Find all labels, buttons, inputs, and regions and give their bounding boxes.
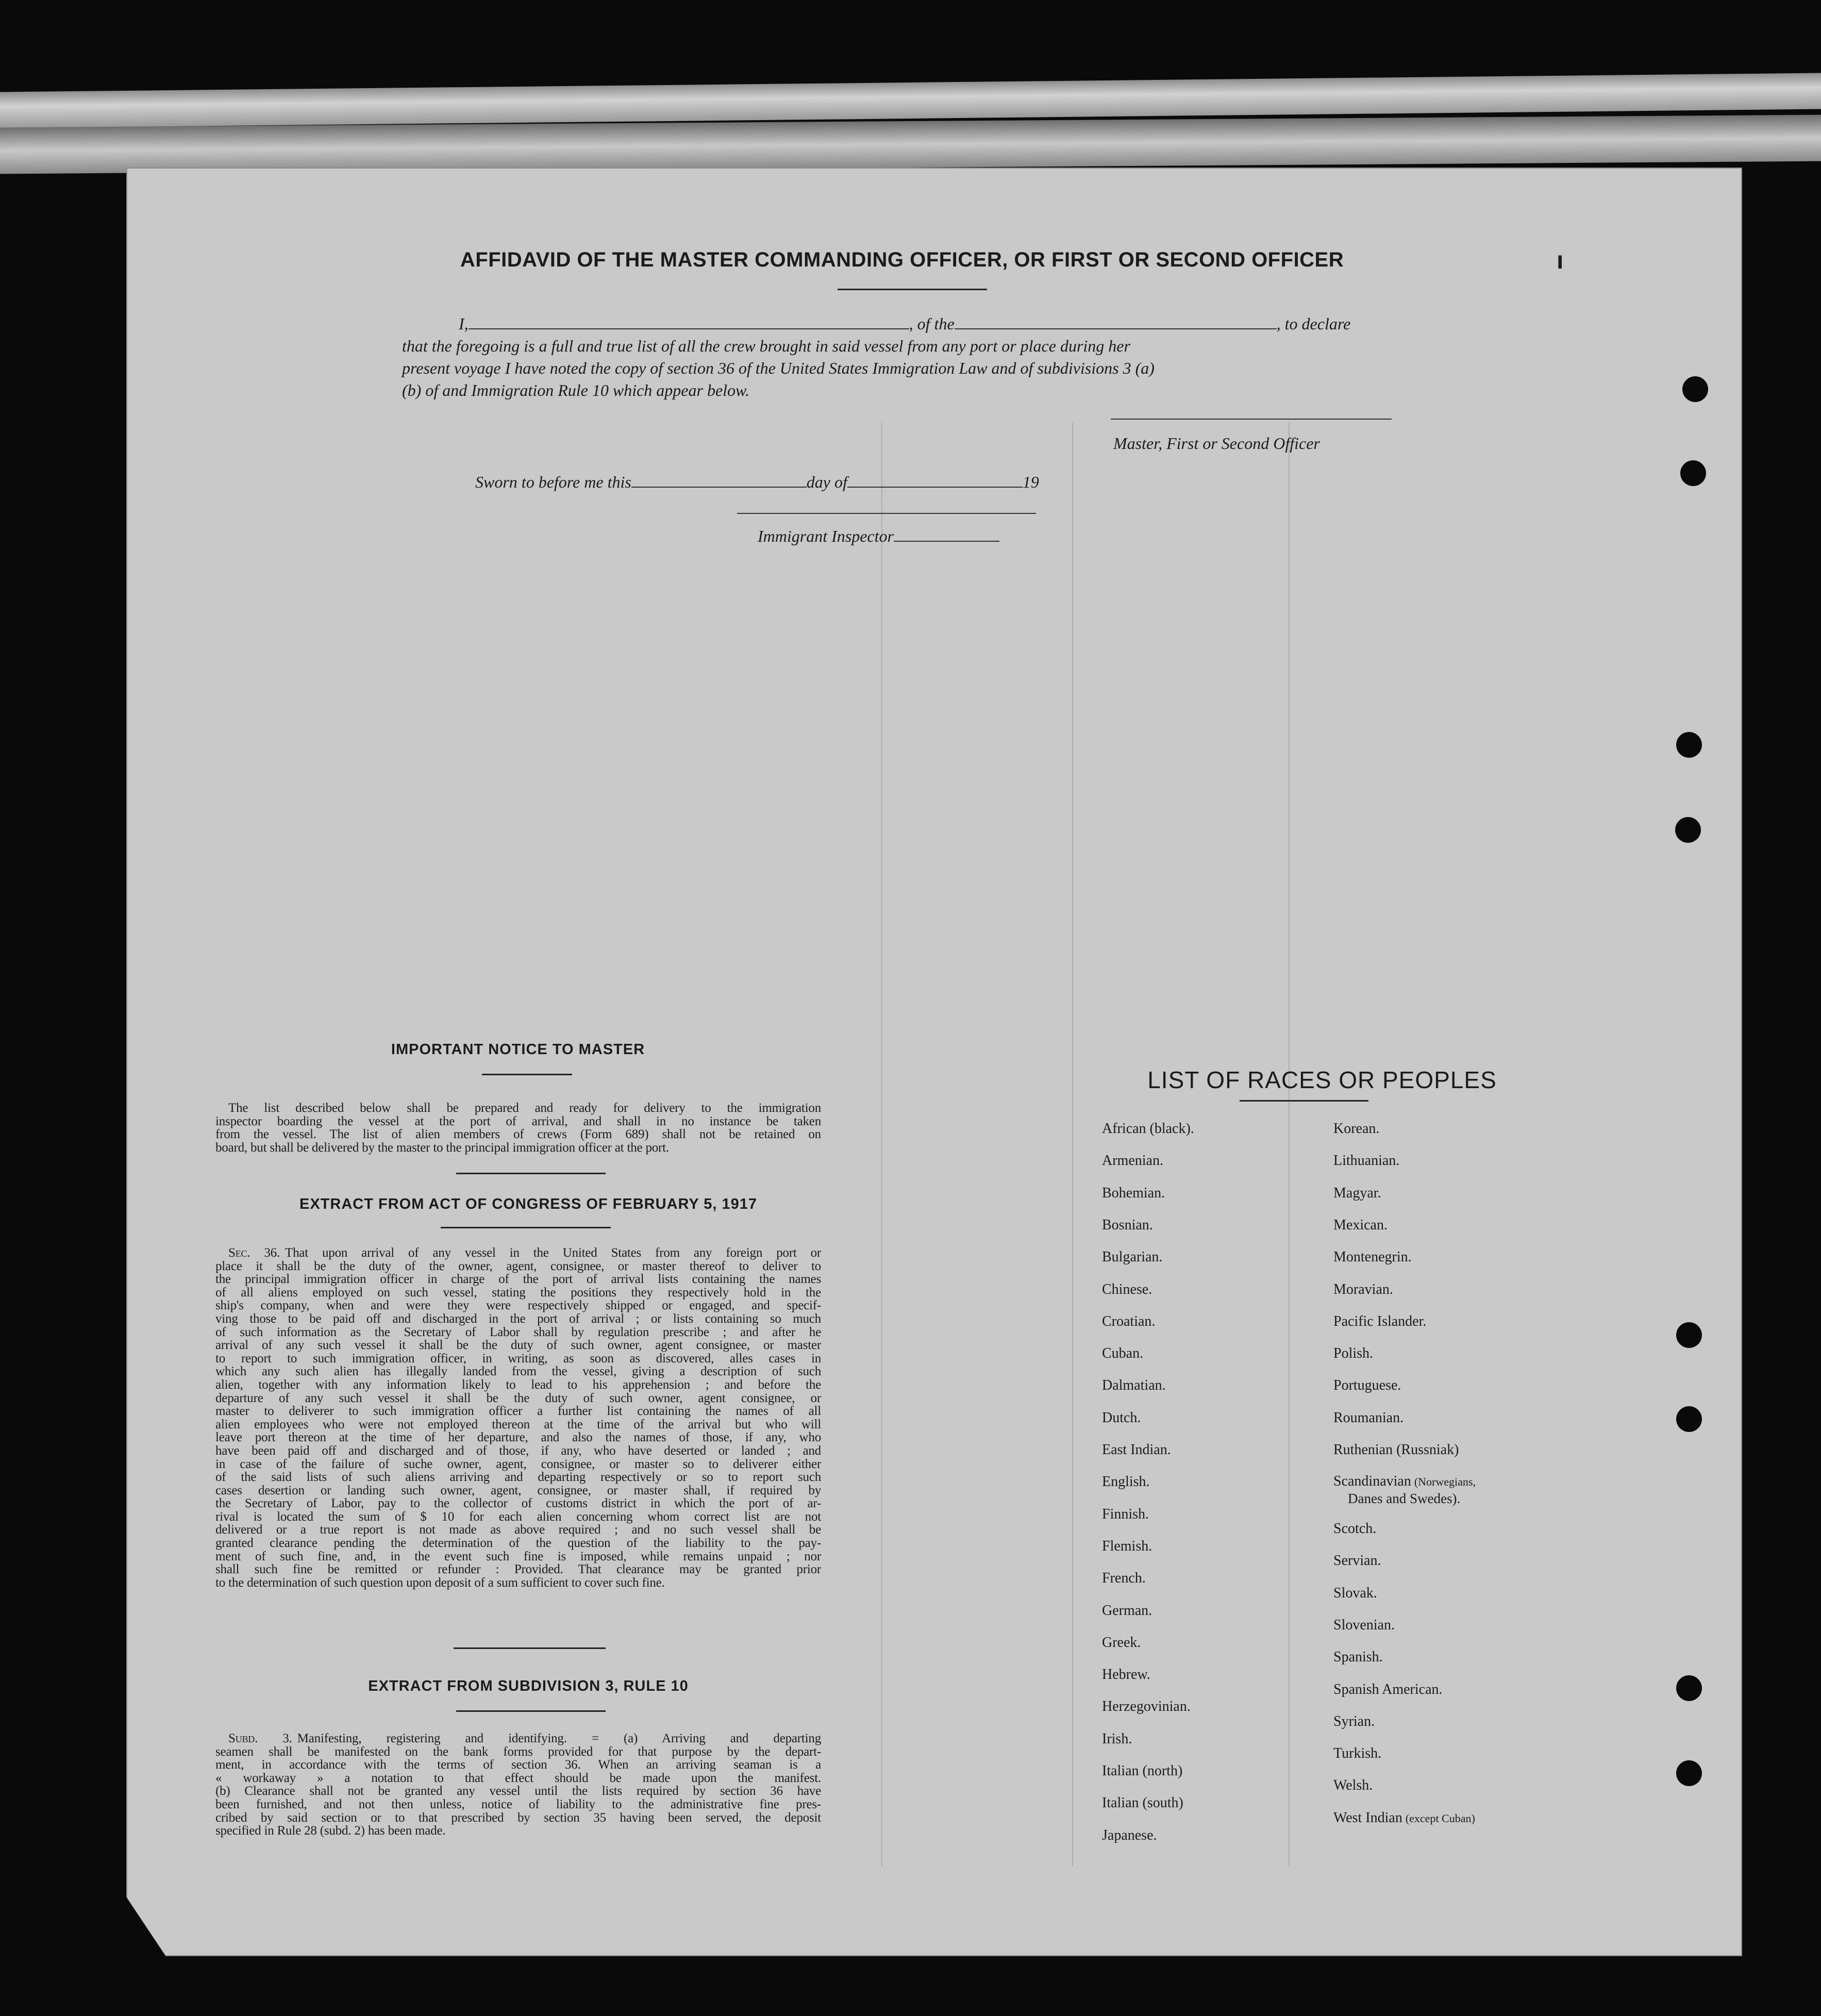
rule-line: (b) Clearance shall not be granted any vessel until the lists required by section 36 have <box>215 1784 821 1798</box>
act-line: ving those to be paid off and discharged in the port of arrival ; or lists containing so much <box>215 1311 821 1326</box>
race-item: Polish. <box>1333 1345 1374 1362</box>
inspector-blank[interactable] <box>894 541 999 542</box>
race-item: Lithuanian. <box>1333 1153 1400 1169</box>
act-body <box>215 1246 821 1589</box>
punch-hole <box>1682 376 1708 402</box>
act-line: cases desertion or landing such owner, agent, consignee, or master shall, if required by <box>215 1483 821 1497</box>
act-line: alien employees who were not employed thereon at the time of the arrival but who will <box>215 1417 821 1431</box>
notice-line: The list described below shall be prepared and ready for delivery to the immigration <box>228 1101 821 1115</box>
act-line: the principal immigration officer in charge of the port of arrival lists containing the names <box>215 1272 821 1287</box>
act-line: ment of such fine, and, in the event such fine is imposed, while remains unpaid ; nor <box>215 1549 821 1563</box>
race-item: Portuguese. <box>1333 1377 1401 1394</box>
act-line: which any such alien has illegally landed from the vessel, giving a description of such <box>215 1364 821 1379</box>
race-item: Bohemian. <box>1102 1185 1165 1201</box>
punch-hole <box>1676 1760 1702 1786</box>
to-declare-label: , to declare <box>1276 314 1351 333</box>
race-item: Japanese. <box>1102 1827 1157 1843</box>
act-line: ship's company, when and were they were respectively shipped or engaged, and specif- <box>215 1298 821 1313</box>
affidavit-line-2: that the foregoing is a full and true list of all the crew brought in said vessel from any port or place during her <box>402 337 1130 355</box>
race-item-west-indian <box>1333 1810 1475 1826</box>
act-line: leave port thereon at the time of her departure, and also the names of those, if any, who <box>215 1430 821 1445</box>
race-item: Slovenian. <box>1333 1617 1395 1633</box>
race-item: Magyar. <box>1333 1185 1381 1201</box>
race-item: Bosnian. <box>1102 1217 1153 1233</box>
ink-mark: ı <box>1557 247 1564 274</box>
race-item: Irish. <box>1102 1730 1132 1747</box>
act-line <box>215 1246 821 1260</box>
races-rule <box>1240 1100 1368 1102</box>
rule-line: ment, in accordance with the terms of section 36. When an arriving seaman is a <box>215 1758 821 1772</box>
affidavit-line-4: (b) of and Immigration Rule 10 which appear below. <box>402 381 749 399</box>
race-item: Slovak. <box>1333 1585 1377 1601</box>
race-item: Chinese. <box>1102 1281 1152 1297</box>
race-item: Hebrew. <box>1102 1667 1150 1683</box>
sworn-month-blank[interactable] <box>847 487 1023 488</box>
punch-hole <box>1676 1406 1702 1432</box>
bleed-through-line <box>1289 423 1290 1866</box>
race-item: French. <box>1102 1570 1146 1587</box>
act-line: granted clearance pending the determination of the question of the liability to the pay- <box>215 1536 821 1551</box>
race-item: Korean. <box>1333 1121 1380 1137</box>
act-line: departure of any such vessel it shall be the duty of such owner, agent consignee, or <box>215 1391 821 1405</box>
act-line: of all aliens employed on such vessel, stating the positions they respectively hold in the <box>215 1285 821 1299</box>
rule-line <box>215 1732 821 1745</box>
act-line: in case of the failure of suche owner, agent, consignee, or master so to deliverer either <box>215 1457 821 1471</box>
race-item: Armenian. <box>1102 1153 1163 1169</box>
inspector-label-text: Immigrant Inspector <box>758 527 894 545</box>
act-line: to report to such immigration officer, in writing, as soon as discovered, alles cases in <box>215 1351 821 1365</box>
act-heading: EXTRACT FROM ACT OF CONGRESS OF FEBRUARY 5, 1917 <box>299 1196 758 1212</box>
race-item: Herzegovinian. <box>1102 1698 1191 1715</box>
race-item: Greek. <box>1102 1634 1141 1651</box>
master-signature-line[interactable] <box>1111 419 1392 420</box>
punch-hole <box>1676 1322 1702 1348</box>
race-item: Dutch. <box>1102 1409 1141 1426</box>
rule-line: been furnished, and not then unless, notice of liability to the administrative fine pres- <box>215 1797 821 1811</box>
race-item: Bulgarian. <box>1102 1249 1163 1265</box>
race-item: Turkish. <box>1333 1745 1382 1762</box>
act-line: the Secretary of Labor, pay to the collector of customs district in which the port of ar- <box>215 1496 821 1511</box>
day-of-label: day of <box>806 473 847 491</box>
affidavit-i-label: I, <box>459 314 469 333</box>
race-item: Spanish. <box>1333 1649 1383 1665</box>
act-line: have been paid off and discharged and of those, if any, who have deserted or landed ; and <box>215 1443 821 1458</box>
bleed-through-line <box>881 423 882 1866</box>
vessel-blank[interactable] <box>955 328 1277 329</box>
race-item: Roumanian. <box>1333 1409 1404 1426</box>
act-line: of the said lists of such aliens arriving and departing respectively or so to report such <box>215 1470 821 1485</box>
race-item: Spanish American. <box>1333 1681 1443 1697</box>
race-note: (Norwegians, <box>1414 1475 1476 1488</box>
rule-line: « workaway » a notation to that effect should be made upon the manifest. <box>215 1771 821 1785</box>
race-item: Moravian. <box>1333 1281 1393 1297</box>
sworn-line <box>475 473 1039 492</box>
punch-hole <box>1676 732 1702 758</box>
race-item: Pacific Islander. <box>1333 1313 1427 1329</box>
rule-heading: EXTRACT FROM SUBDIVISION 3, RULE 10 <box>368 1678 689 1694</box>
affidavit-line-3: present voyage I have noted the copy of section 36 of the United States Immigration Law and of subdivisions 3 (a) <box>402 359 1155 377</box>
act-label: Sec. 36. <box>228 1246 280 1260</box>
rule-line: cribed by said section or to that prescribed by section 35 having been served, the deposit <box>215 1810 821 1825</box>
act-line: master to deliverer to such immigration officer a further list containing the names of all <box>215 1404 821 1419</box>
punch-hole <box>1680 460 1706 486</box>
race-name: Scandinavian <box>1333 1473 1411 1489</box>
race-item: Dalmatian. <box>1102 1377 1166 1394</box>
rule-label: Subd. 3. <box>228 1731 292 1745</box>
bleed-through-line <box>1072 423 1073 1866</box>
affidavit-line-1 <box>402 314 1350 334</box>
notice-heading: IMPORTANT NOTICE TO MASTER <box>391 1041 645 1058</box>
master-label: Master, First or Second Officer <box>1113 434 1320 453</box>
race-item: East Indian. <box>1102 1442 1171 1458</box>
notice-line: board, but shall be delivered by the master to the principal immigration officer at the port. <box>215 1140 669 1155</box>
punch-hole <box>1676 1675 1702 1701</box>
sworn-label: Sworn to before me this <box>475 473 631 491</box>
race-name: West Indian <box>1333 1810 1402 1826</box>
title-underline <box>838 289 987 290</box>
notice-body <box>215 1102 821 1154</box>
act-line: place it shall be the duty of the owner, agent, consignee, or master thereof to deliver to <box>215 1259 821 1273</box>
rule-underline <box>456 1710 606 1712</box>
notice-rule <box>482 1074 572 1075</box>
race-item-scandinavian <box>1333 1473 1476 1507</box>
race-item: English. <box>1102 1474 1150 1490</box>
folded-corner <box>126 1897 168 1959</box>
act-line: alien, together with any information likely to lead to his apprehension ; and before the <box>215 1377 821 1392</box>
race-item: Servian. <box>1333 1553 1381 1569</box>
race-item: Italian (south) <box>1102 1795 1183 1811</box>
race-item: Cuban. <box>1102 1345 1144 1362</box>
of-the-label: , of the <box>909 314 955 333</box>
rule-line: seamen shall be manifested on the bank forms provided for that purpose by the depart- <box>215 1744 821 1759</box>
race-item: Montenegrin. <box>1333 1249 1412 1265</box>
race-item: Syrian. <box>1333 1713 1375 1729</box>
race-item: Mexican. <box>1333 1217 1388 1233</box>
name-blank[interactable] <box>469 328 909 329</box>
inspector-signature-line[interactable] <box>737 513 1036 514</box>
notice-bottom-rule <box>456 1173 606 1174</box>
race-note: (except Cuban) <box>1405 1812 1475 1825</box>
race-item: Scotch. <box>1333 1521 1377 1537</box>
act-line: shall such fine be remitted or refunder : Provided. That clearance may be granted prior <box>215 1562 821 1577</box>
race-item: Italian (north) <box>1102 1763 1183 1779</box>
race-note: Danes and Swedes). <box>1348 1491 1461 1506</box>
act-bottom-rule <box>454 1647 606 1649</box>
race-item: Flemish. <box>1102 1538 1152 1554</box>
act-rule <box>441 1227 611 1228</box>
race-item: African (black). <box>1102 1121 1194 1137</box>
act-line: delivered or a true report is not made as above required ; and no such vessel shall be <box>215 1523 821 1537</box>
affidavit-title: AFFIDAVID OF THE MASTER COMMANDING OFFICER, OR FIRST OR SECOND OFFICER <box>460 248 1344 271</box>
notice-line: from the vessel. The list of alien members of crews (Form 689) shall not be retained on <box>215 1127 821 1142</box>
race-item: Ruthenian (Russniak) <box>1333 1442 1459 1458</box>
races-title: LIST OF RACES OR PEOPLES <box>1147 1067 1497 1093</box>
act-line-text: That upon arrival of any vessel in the United States from any foreign port or <box>285 1246 821 1260</box>
notice-line: inspector boarding the vessel at the port of arrival, and shall in no instance be taken <box>215 1114 821 1128</box>
race-item: Finnish. <box>1102 1506 1149 1522</box>
act-line: rival is located the sum of $ 10 for each alien concerning whom correct list are not <box>215 1509 821 1524</box>
race-item: German. <box>1102 1602 1152 1619</box>
act-line: arrival of any such vessel it shall be the duty of such owner, agent consignee, or master <box>215 1338 821 1353</box>
rule-line: specified in Rule 28 (subd. 2) has been made. <box>215 1824 446 1838</box>
year-prefix: 19 <box>1022 473 1039 491</box>
rule-line-text: Manifesting, registering and identifying. = (a) Arriving and departing <box>297 1731 822 1745</box>
punch-hole <box>1675 817 1701 843</box>
rule-body <box>215 1732 821 1838</box>
race-item: Welsh. <box>1333 1777 1373 1794</box>
act-line: of such information as the Secretary of Labor shall by regulation prescribe ; and after he <box>215 1325 821 1339</box>
act-line: to the determination of such question upon deposit of a sum sufficient to cover such fine. <box>215 1575 665 1590</box>
inspector-label <box>758 527 999 546</box>
race-item: Croatian. <box>1102 1313 1156 1329</box>
sworn-day-blank[interactable] <box>631 487 807 488</box>
